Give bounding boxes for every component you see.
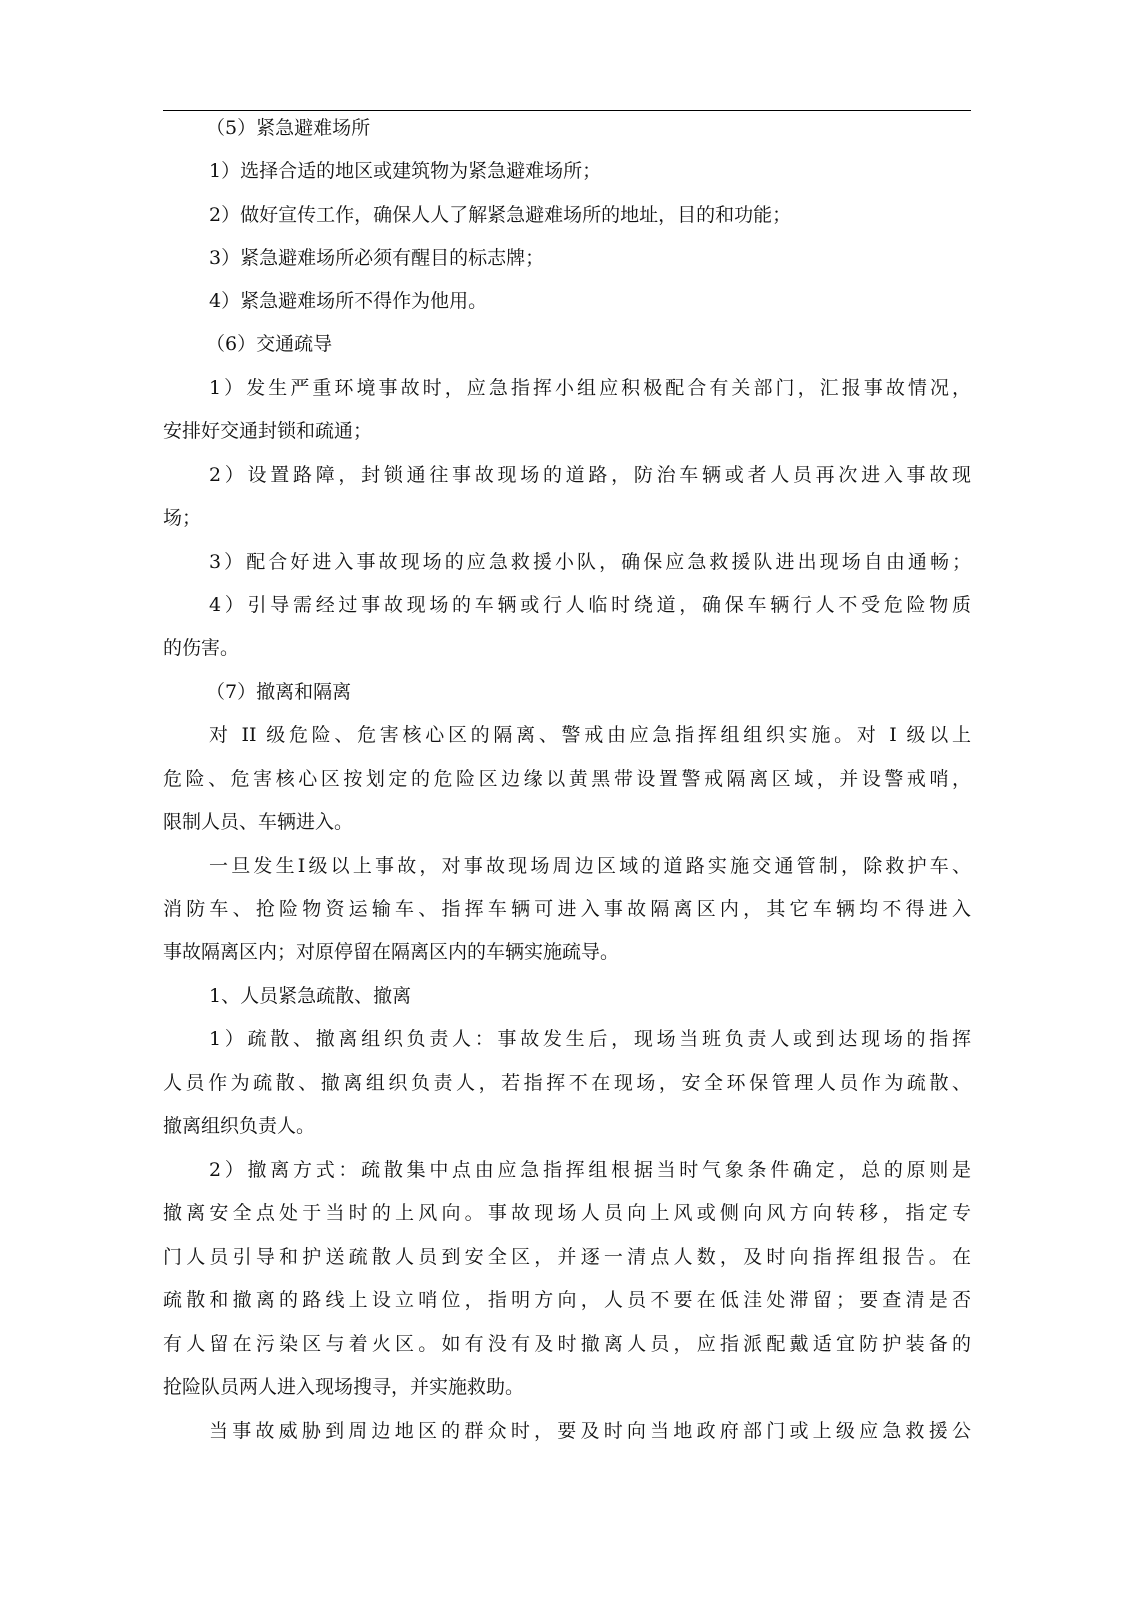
text-line: 有人留在污染区与着火区。如有没有及时撤离人员，应指派配戴适宜防护装备的: [163, 1333, 971, 1355]
text-line: 门人员引导和护送疏散人员到安全区，并逐一清点人数，及时向指挥组报告。在: [163, 1246, 971, 1268]
text-line: 的伤害。: [163, 637, 240, 659]
heading-emergency-shelter: （5）紧急避难场所: [206, 117, 371, 139]
text-line: 2）做好宣传工作，确保人人了解紧急避难场所的地址，目的和功能；: [209, 204, 792, 226]
text-line: 4）引导需经过事故现场的车辆或行人临时绕道，确保车辆行人不受危险物质: [209, 594, 971, 616]
text-line: 限制人员、车辆进入。: [163, 811, 354, 833]
text-line: 疏散和撤离的路线上设立哨位，指明方向，人员不要在低洼处滞留；要查清是否: [163, 1289, 971, 1311]
text-line: 安排好交通封锁和疏通；: [163, 420, 373, 442]
text-line: 撤离组织负责人。: [163, 1115, 316, 1137]
text-line: 当事故威胁到周边地区的群众时，要及时向当地政府部门或上级应急救援公: [209, 1420, 971, 1442]
text-line: 消防车、抢险物资运输车、指挥车辆可进入事故隔离区内，其它车辆均不得进入: [163, 898, 971, 920]
text-line: 3）紧急避难场所必须有醒目的标志牌；: [209, 247, 545, 269]
text-line: 2）撤离方式：疏散集中点由应急指挥组根据当时气象条件确定，总的原则是: [209, 1159, 971, 1181]
text-line: 撤离安全点处于当时的上风向。事故现场人员向上风或侧向风方向转移，指定专: [163, 1202, 971, 1224]
text-line: 抢险队员两人进入现场搜寻，并实施救助。: [163, 1376, 525, 1398]
text-line: 对 II 级危险、危害核心区的隔离、警戒由应急指挥组组织实施。对 I 级以上: [209, 724, 971, 746]
text-line: 危险、危害核心区按划定的危险区边缘以黄黑带设置警戒隔离区域，并设警戒哨，: [163, 768, 971, 790]
heading-personnel-evacuation: 1、人员紧急疏散、撤离: [209, 985, 412, 1007]
text-line: 事故隔离区内；对原停留在隔离区内的车辆实施疏导。: [163, 941, 620, 963]
text-line: 4）紧急避难场所不得作为他用。: [209, 290, 488, 312]
text-line: 2）设置路障，封锁通往事故现场的道路，防治车辆或者人员再次进入事故现: [209, 464, 971, 486]
text-line: 1）发生严重环境事故时，应急指挥小组应积极配合有关部门，汇报事故情况，: [209, 377, 971, 399]
text-line: 3）配合好进入事故现场的应急救援小队，确保应急救援队进出现场自由通畅；: [209, 551, 971, 573]
heading-traffic-guidance: （6）交通疏导: [206, 333, 333, 355]
text-line: 一旦发生I级以上事故，对事故现场周边区域的道路实施交通管制，除救护车、: [209, 855, 971, 877]
text-line: 人员作为疏散、撤离组织负责人，若指挥不在现场，安全环保管理人员作为疏散、: [163, 1072, 971, 1094]
text-line: 1）疏散、撤离组织负责人：事故发生后，现场当班负责人或到达现场的指挥: [209, 1028, 971, 1050]
text-line: 场；: [163, 507, 202, 529]
text-line: 1）选择合适的地区或建筑物为紧急避难场所；: [209, 160, 602, 182]
heading-evacuation-isolation: （7）撤离和隔离: [206, 681, 352, 703]
